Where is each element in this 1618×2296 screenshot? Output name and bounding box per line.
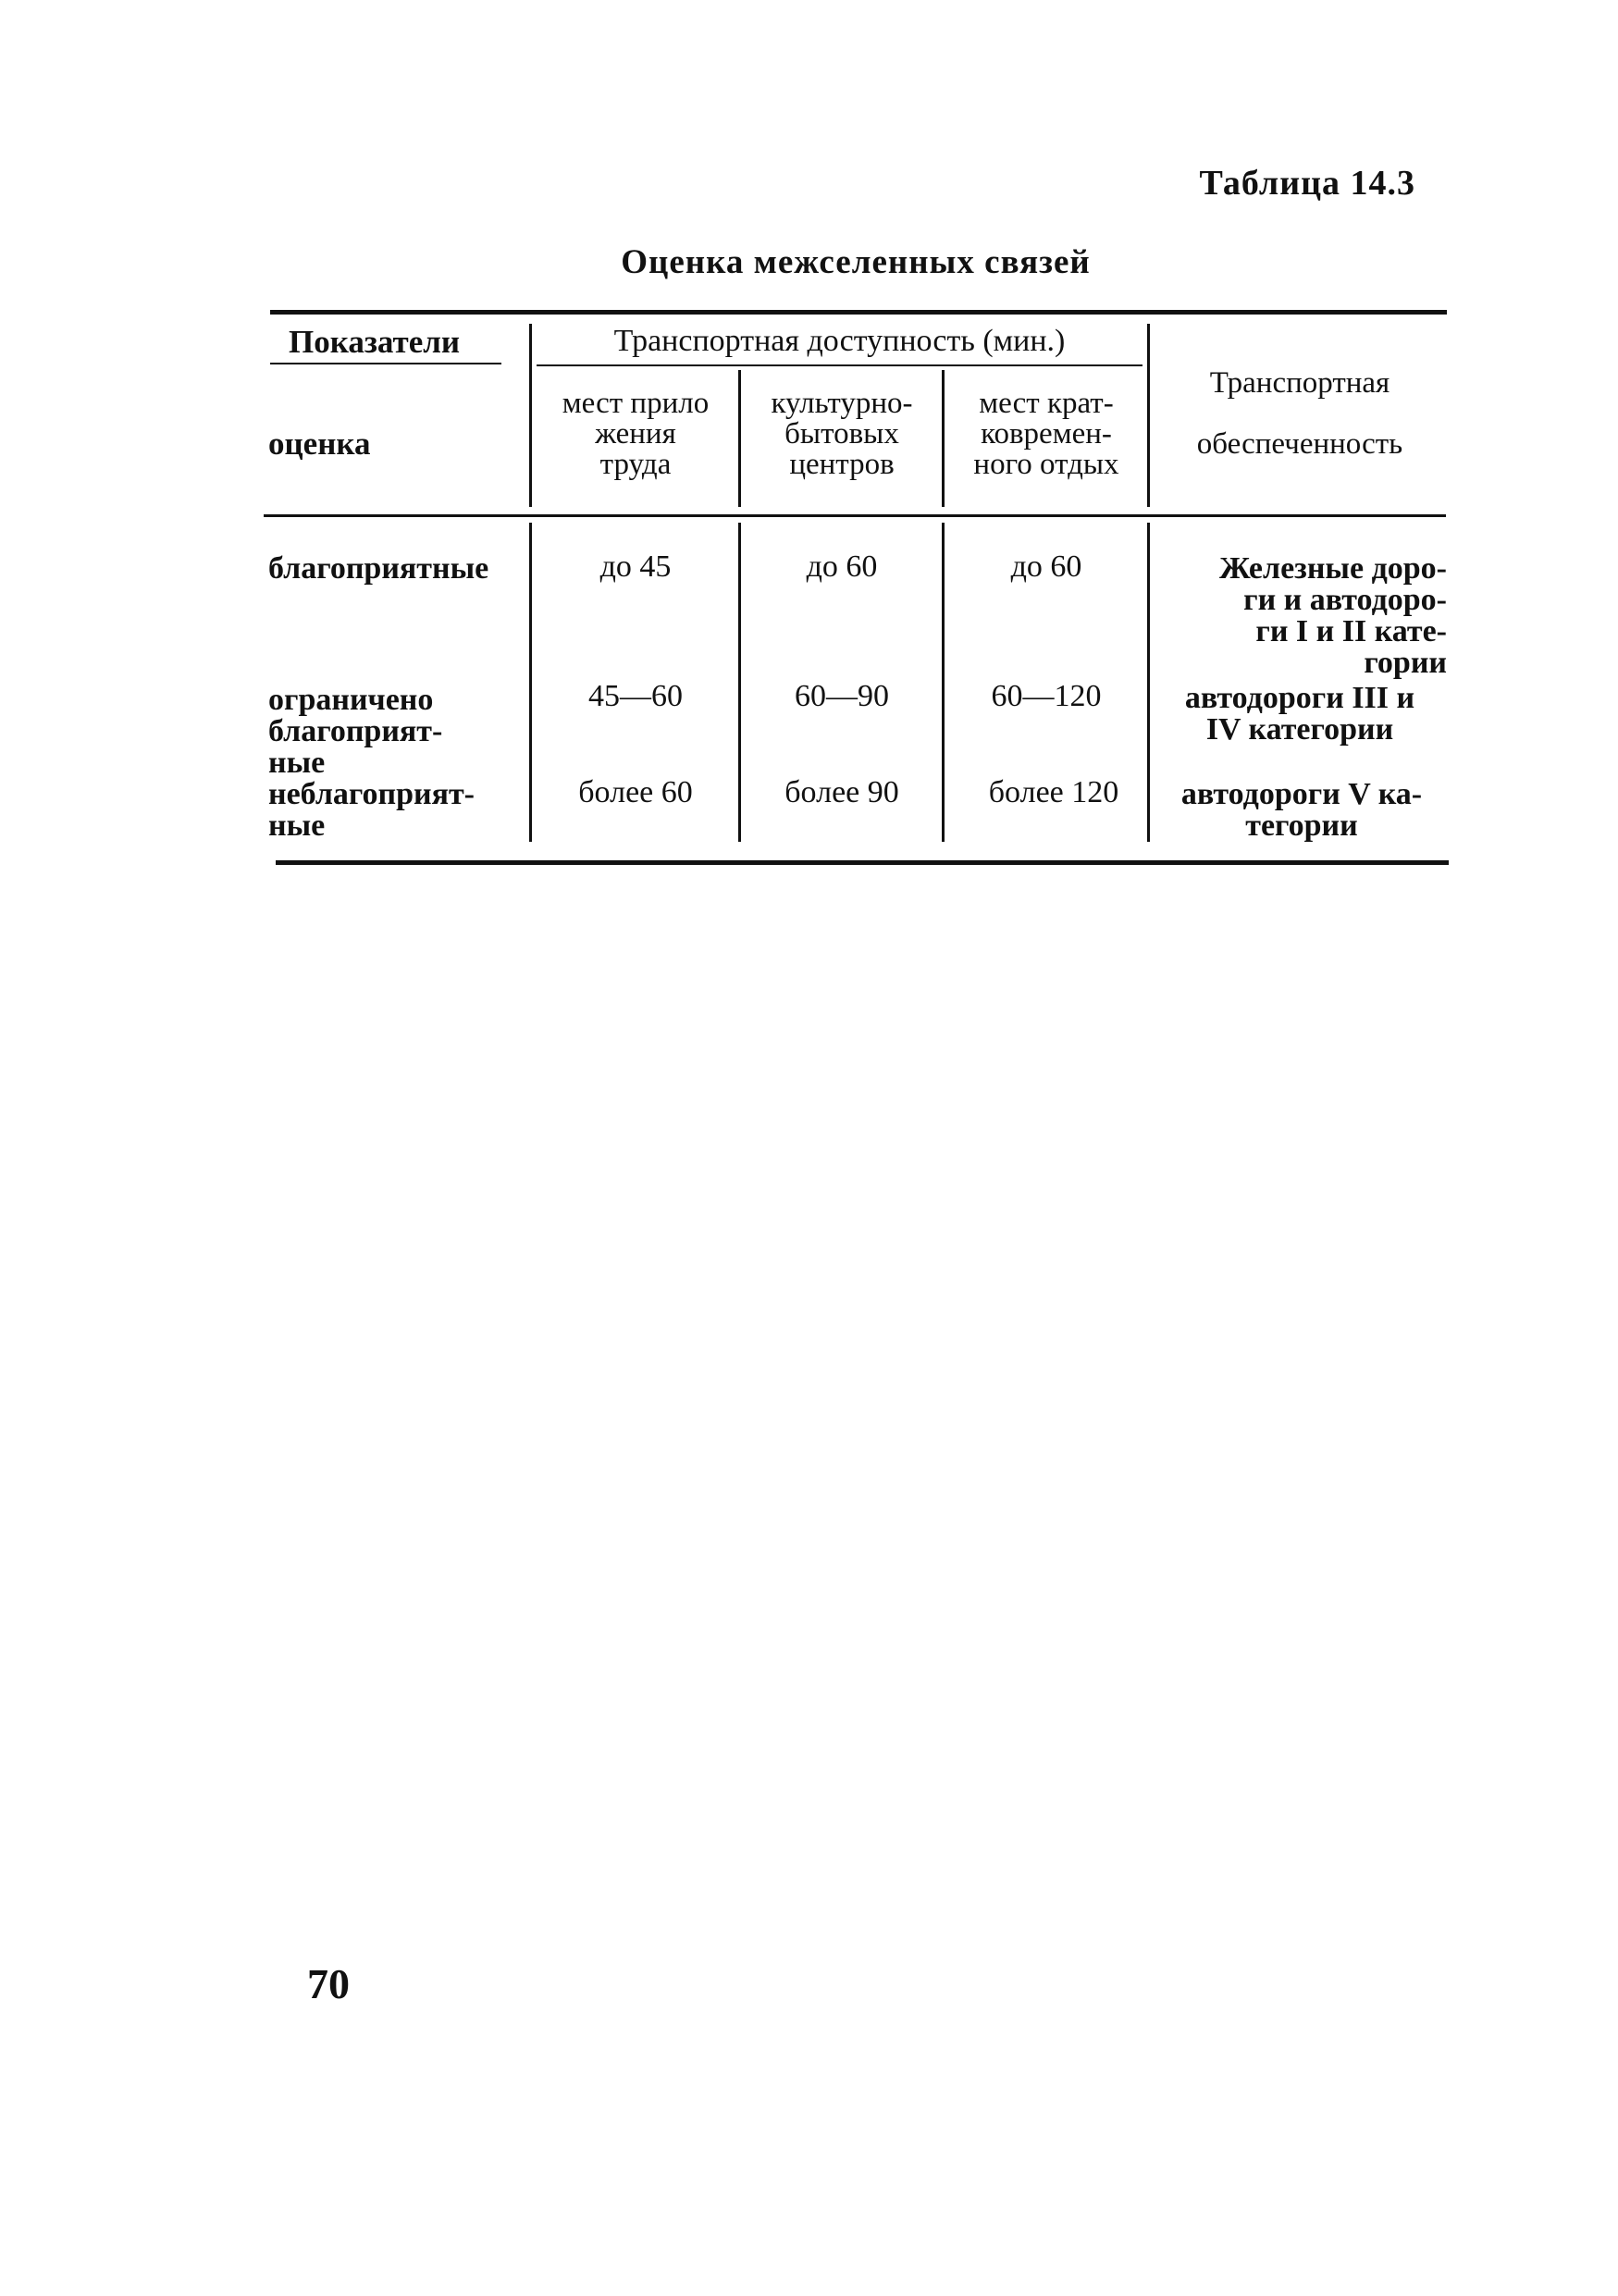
row-3-culture: более 90 bbox=[784, 775, 899, 809]
body-vline-2 bbox=[738, 523, 741, 842]
header-col-rest: мест крат- ковремен- ного отдых bbox=[973, 387, 1119, 481]
row-1-work: до 45 bbox=[599, 549, 672, 584]
table-top-rule bbox=[270, 310, 1447, 315]
header-bottom-rule bbox=[264, 514, 1446, 517]
table-label: Таблица 14.3 bbox=[1199, 164, 1415, 203]
body-vline-3 bbox=[942, 523, 945, 842]
row-2-culture: 60—90 bbox=[795, 679, 889, 713]
header-vline-4 bbox=[1147, 324, 1150, 507]
header-assessment: оценка bbox=[268, 426, 371, 462]
indicators-underline bbox=[270, 363, 501, 364]
row-1-transport: Железные доро- ги и автодоро- ги I и II кате- гории bbox=[1219, 551, 1447, 680]
header-transport-access-group: Транспортная доступность (мин.) bbox=[613, 324, 1066, 358]
header-vline-3 bbox=[942, 370, 945, 507]
row-2-transport: автодороги III и IV категории bbox=[1184, 681, 1415, 747]
header-vline-2 bbox=[738, 370, 741, 507]
header-col-work: мест прило жения труда bbox=[562, 387, 710, 481]
table-title: Оценка межселенных связей bbox=[621, 243, 1091, 281]
header-indicators: Показатели bbox=[289, 324, 461, 360]
row-2-assessment: ограничено благоприят- ные bbox=[268, 683, 443, 780]
row-2-work: 45—60 bbox=[588, 679, 683, 713]
table-bottom-rule bbox=[276, 860, 1449, 865]
header-col-culture: культурно- бытовых центров bbox=[771, 387, 913, 481]
header-vline-1 bbox=[529, 324, 532, 507]
body-vline-1 bbox=[529, 523, 532, 842]
group-underline bbox=[537, 364, 1142, 366]
page-number: 70 bbox=[307, 1960, 350, 2007]
row-3-work: более 60 bbox=[578, 775, 693, 809]
row-3-assessment: неблагоприят- ные bbox=[268, 777, 476, 843]
row-3-rest: более 120 bbox=[988, 775, 1119, 809]
row-1-culture: до 60 bbox=[806, 549, 878, 584]
row-1-rest: до 60 bbox=[1010, 549, 1082, 584]
row-2-rest: 60—120 bbox=[991, 679, 1102, 713]
row-1-assessment: благоприятные bbox=[268, 551, 489, 586]
row-3-transport: автодороги V ка- тегории bbox=[1180, 777, 1423, 843]
header-col-transport: Транспортная обеспеченность bbox=[1196, 366, 1403, 461]
